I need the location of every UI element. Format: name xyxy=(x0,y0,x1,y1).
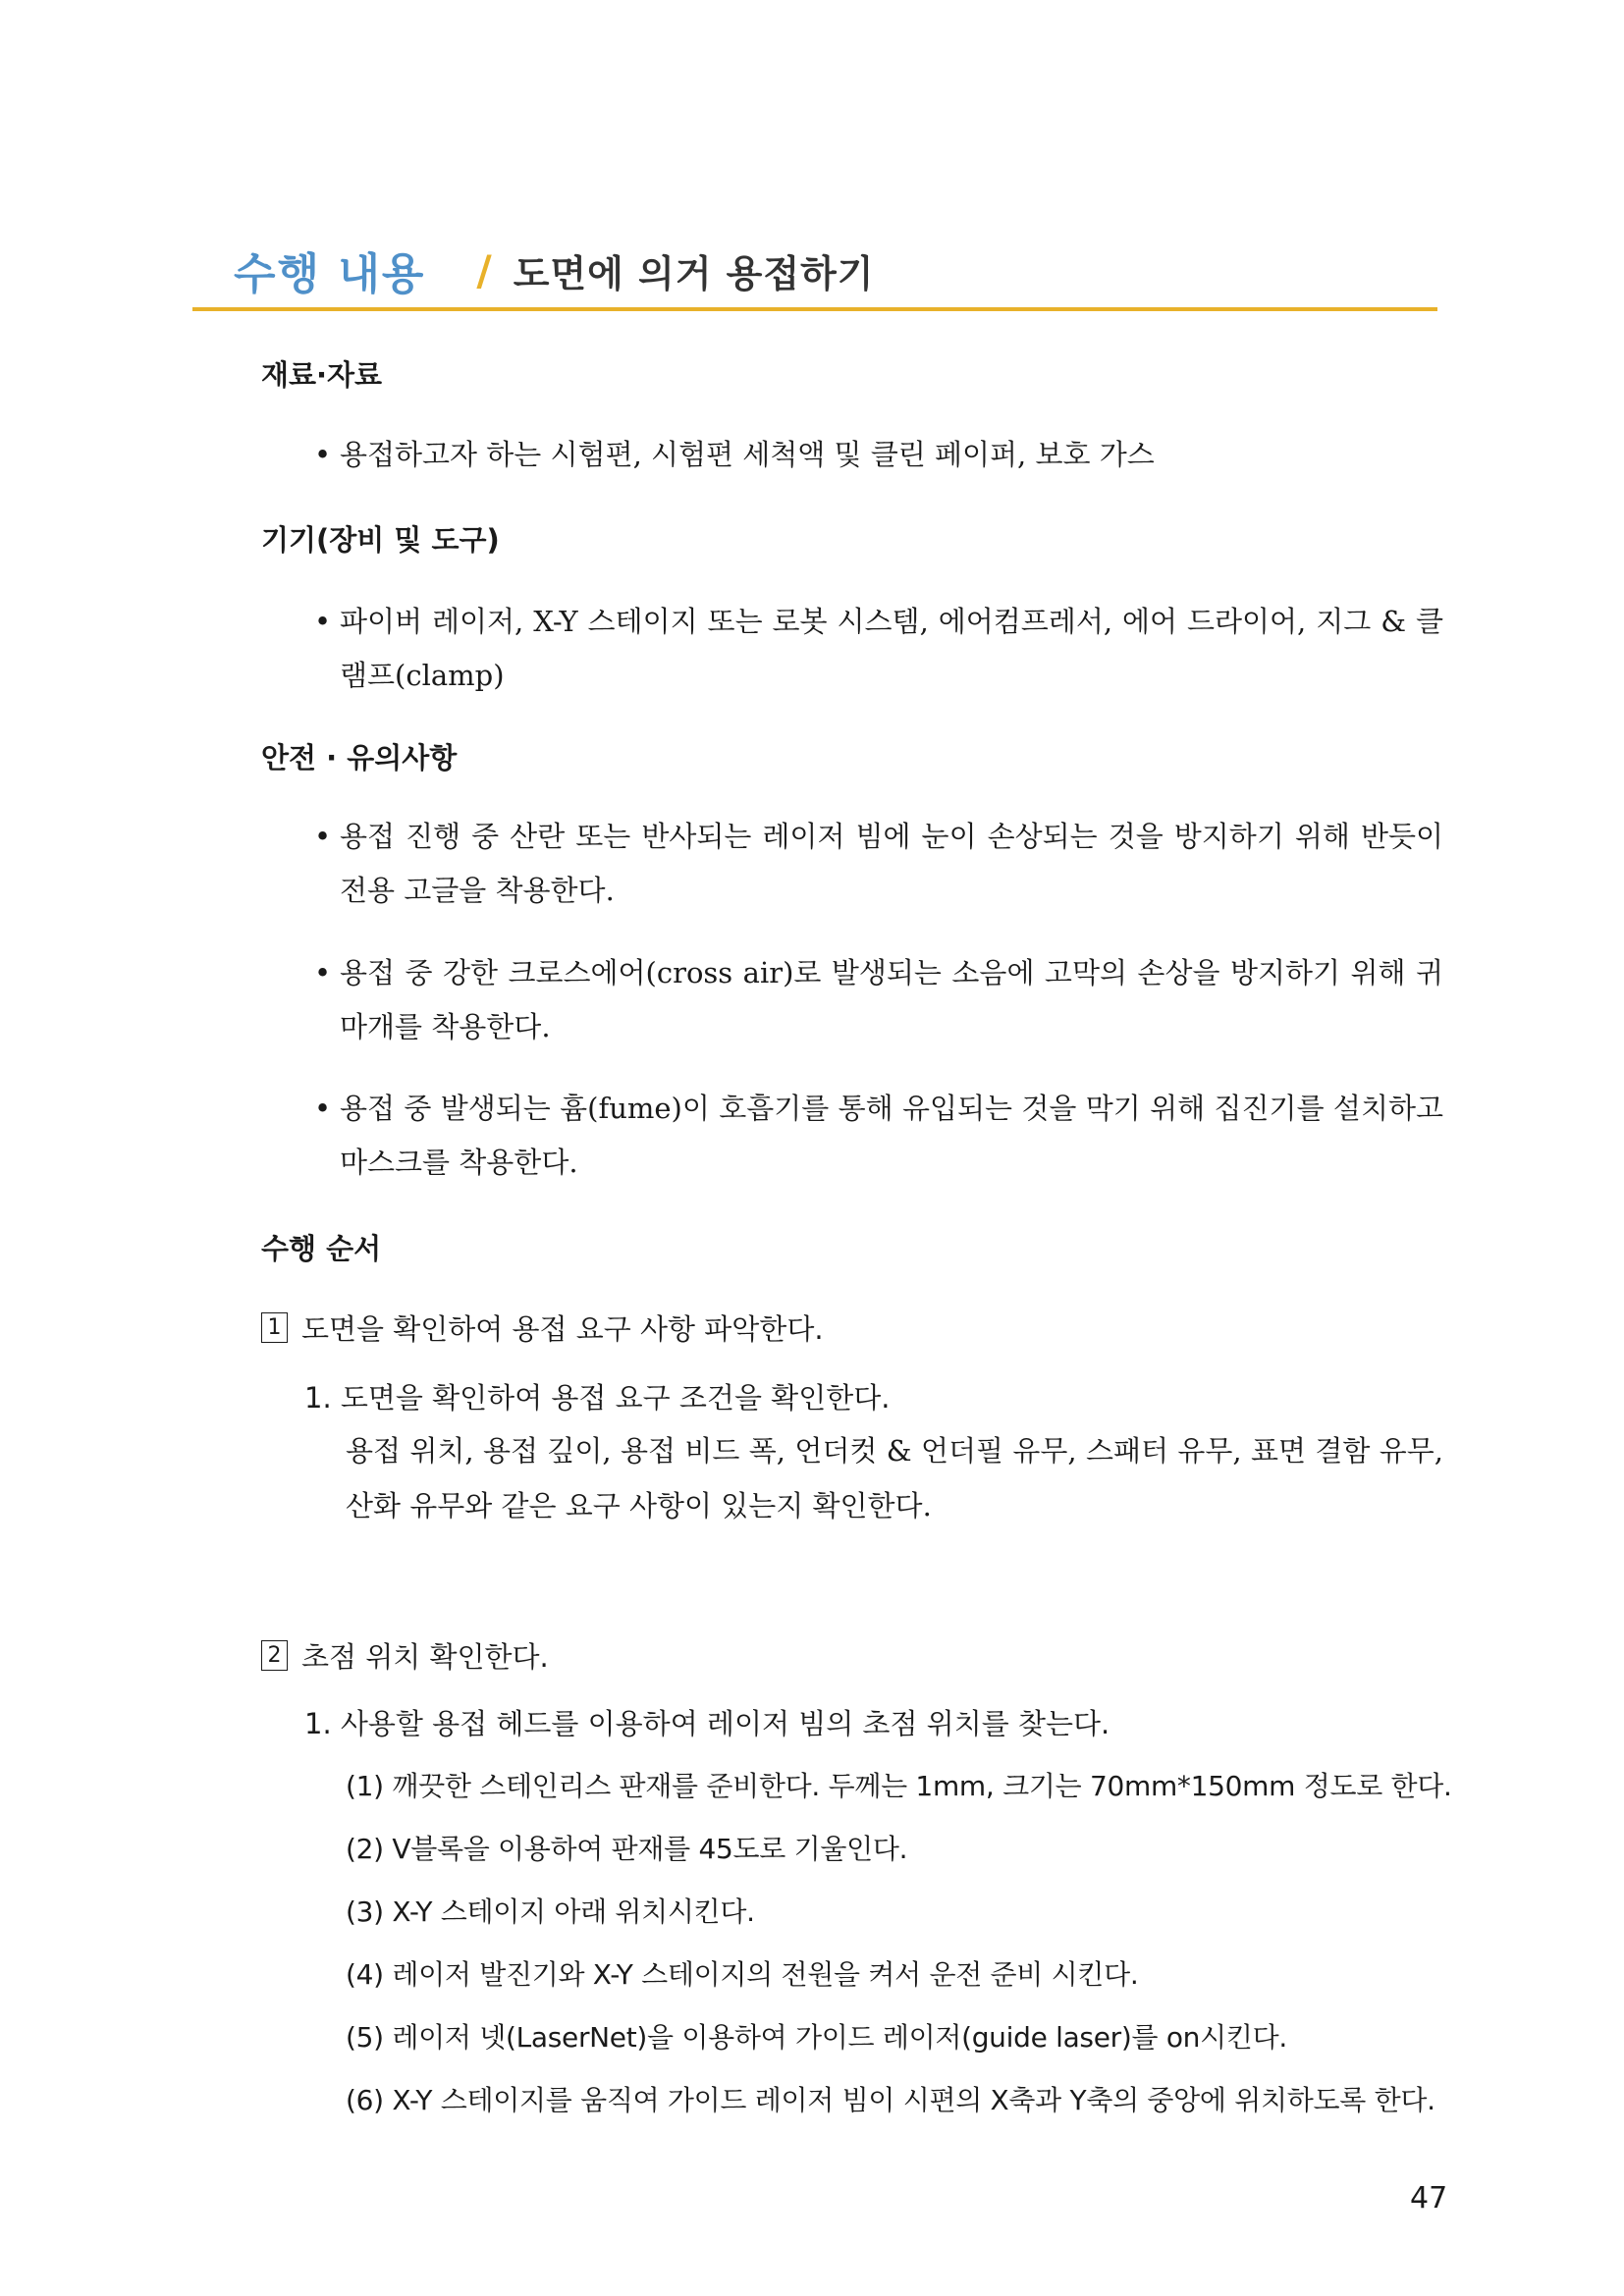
bullet-icon: • xyxy=(314,820,332,853)
procedure-item: (3) X-Y 스테이지 아래 위치시킨다. xyxy=(346,1896,755,1928)
section-title: 수행 내용 xyxy=(234,249,426,299)
equipment-item xyxy=(314,595,1443,703)
header-divider xyxy=(192,307,1437,311)
materials-heading: 재료·자료 xyxy=(261,358,383,392)
page-number: 47 xyxy=(1410,2181,1448,2216)
safety-item xyxy=(314,1082,1443,1190)
bullet-icon: • xyxy=(314,605,332,638)
safety-item-text: 용접 중 강한 크로스에어(cross air)로 발생되는 소음에 고막의 손상을 방지하기 위해 귀마개를 착용한다. xyxy=(340,956,1443,1043)
step-subitem: 1. 도면을 확인하여 용접 요구 조건을 확인한다. xyxy=(304,1381,891,1415)
bullet-icon: • xyxy=(314,1092,332,1125)
procedure-heading: 수행 순서 xyxy=(261,1232,382,1265)
safety-item xyxy=(314,810,1443,918)
equipment-heading: 기기(장비 및 도구) xyxy=(261,523,500,557)
step-description: 용접 위치, 용접 깊이, 용접 비드 폭, 언더컷 & 언더필 유무, 스패터 유무, 표면 결함 유무, 산화 유무와 같은 요구 사항이 있는지 확인한다. xyxy=(346,1434,1443,1522)
bullet-icon: • xyxy=(314,956,332,989)
title-separator: / xyxy=(476,245,492,294)
step-number-box: 1 xyxy=(261,1312,288,1343)
safety-heading: 안전 · 유의사항 xyxy=(261,741,458,774)
equipment-item-text: 파이버 레이저, X-Y 스테이지 또는 로봇 시스템, 에어컴프레서, 에어 드라이어, 지그 & 클램프(clamp) xyxy=(340,605,1443,692)
safety-item-text: 용접 중 발생되는 흄(fume)이 호흡기를 통해 유입되는 것을 막기 위해 집진기를 설치하고 마스크를 착용한다. xyxy=(340,1092,1443,1179)
step-title: 도면을 확인하여 용접 요구 사항 파악한다. xyxy=(301,1312,824,1346)
safety-item xyxy=(314,946,1443,1054)
procedure-item: (1) 깨끗한 스테인리스 판재를 준비한다. 두께는 1mm, 크기는 70mm*150mm 정도로 한다. xyxy=(346,1770,1452,1802)
step-number-box: 2 xyxy=(261,1640,288,1671)
procedure-item: (5) 레이저 넷(LaserNet)을 이용하여 가이드 레이저(guide laser)를 on시킨다. xyxy=(346,2021,1287,2054)
procedure-item: (6) X-Y 스테이지를 움직여 가이드 레이저 빔이 시편의 X축과 Y축의 중앙에 위치하도록 한다. xyxy=(346,2084,1435,2116)
page-header xyxy=(234,236,875,304)
step-subitem: 1. 사용할 용접 헤드를 이용하여 레이저 빔의 초점 위치를 찾는다. xyxy=(304,1707,1110,1740)
procedure-item: (2) V블록을 이용하여 판재를 45도로 기울인다. xyxy=(346,1833,908,1865)
bullet-icon: • xyxy=(314,438,332,471)
safety-item-text: 용접 진행 중 산란 또는 반사되는 레이저 빔에 눈이 손상되는 것을 방지하기 위해 반듯이 전용 고글을 착용한다. xyxy=(340,820,1443,907)
step-title: 초점 위치 확인한다. xyxy=(301,1640,549,1674)
step-heading xyxy=(261,1635,549,1676)
procedure-item: (4) 레이저 발진기와 X-Y 스테이지의 전원을 켜서 운전 준비 시킨다. xyxy=(346,1958,1139,1991)
step-heading xyxy=(261,1308,824,1348)
section-subtitle: 도면에 의거 용접하기 xyxy=(513,251,875,295)
materials-item xyxy=(314,428,1443,482)
materials-item-text: 용접하고자 하는 시험편, 시험편 세척액 및 클린 페이퍼, 보호 가스 xyxy=(340,438,1155,471)
